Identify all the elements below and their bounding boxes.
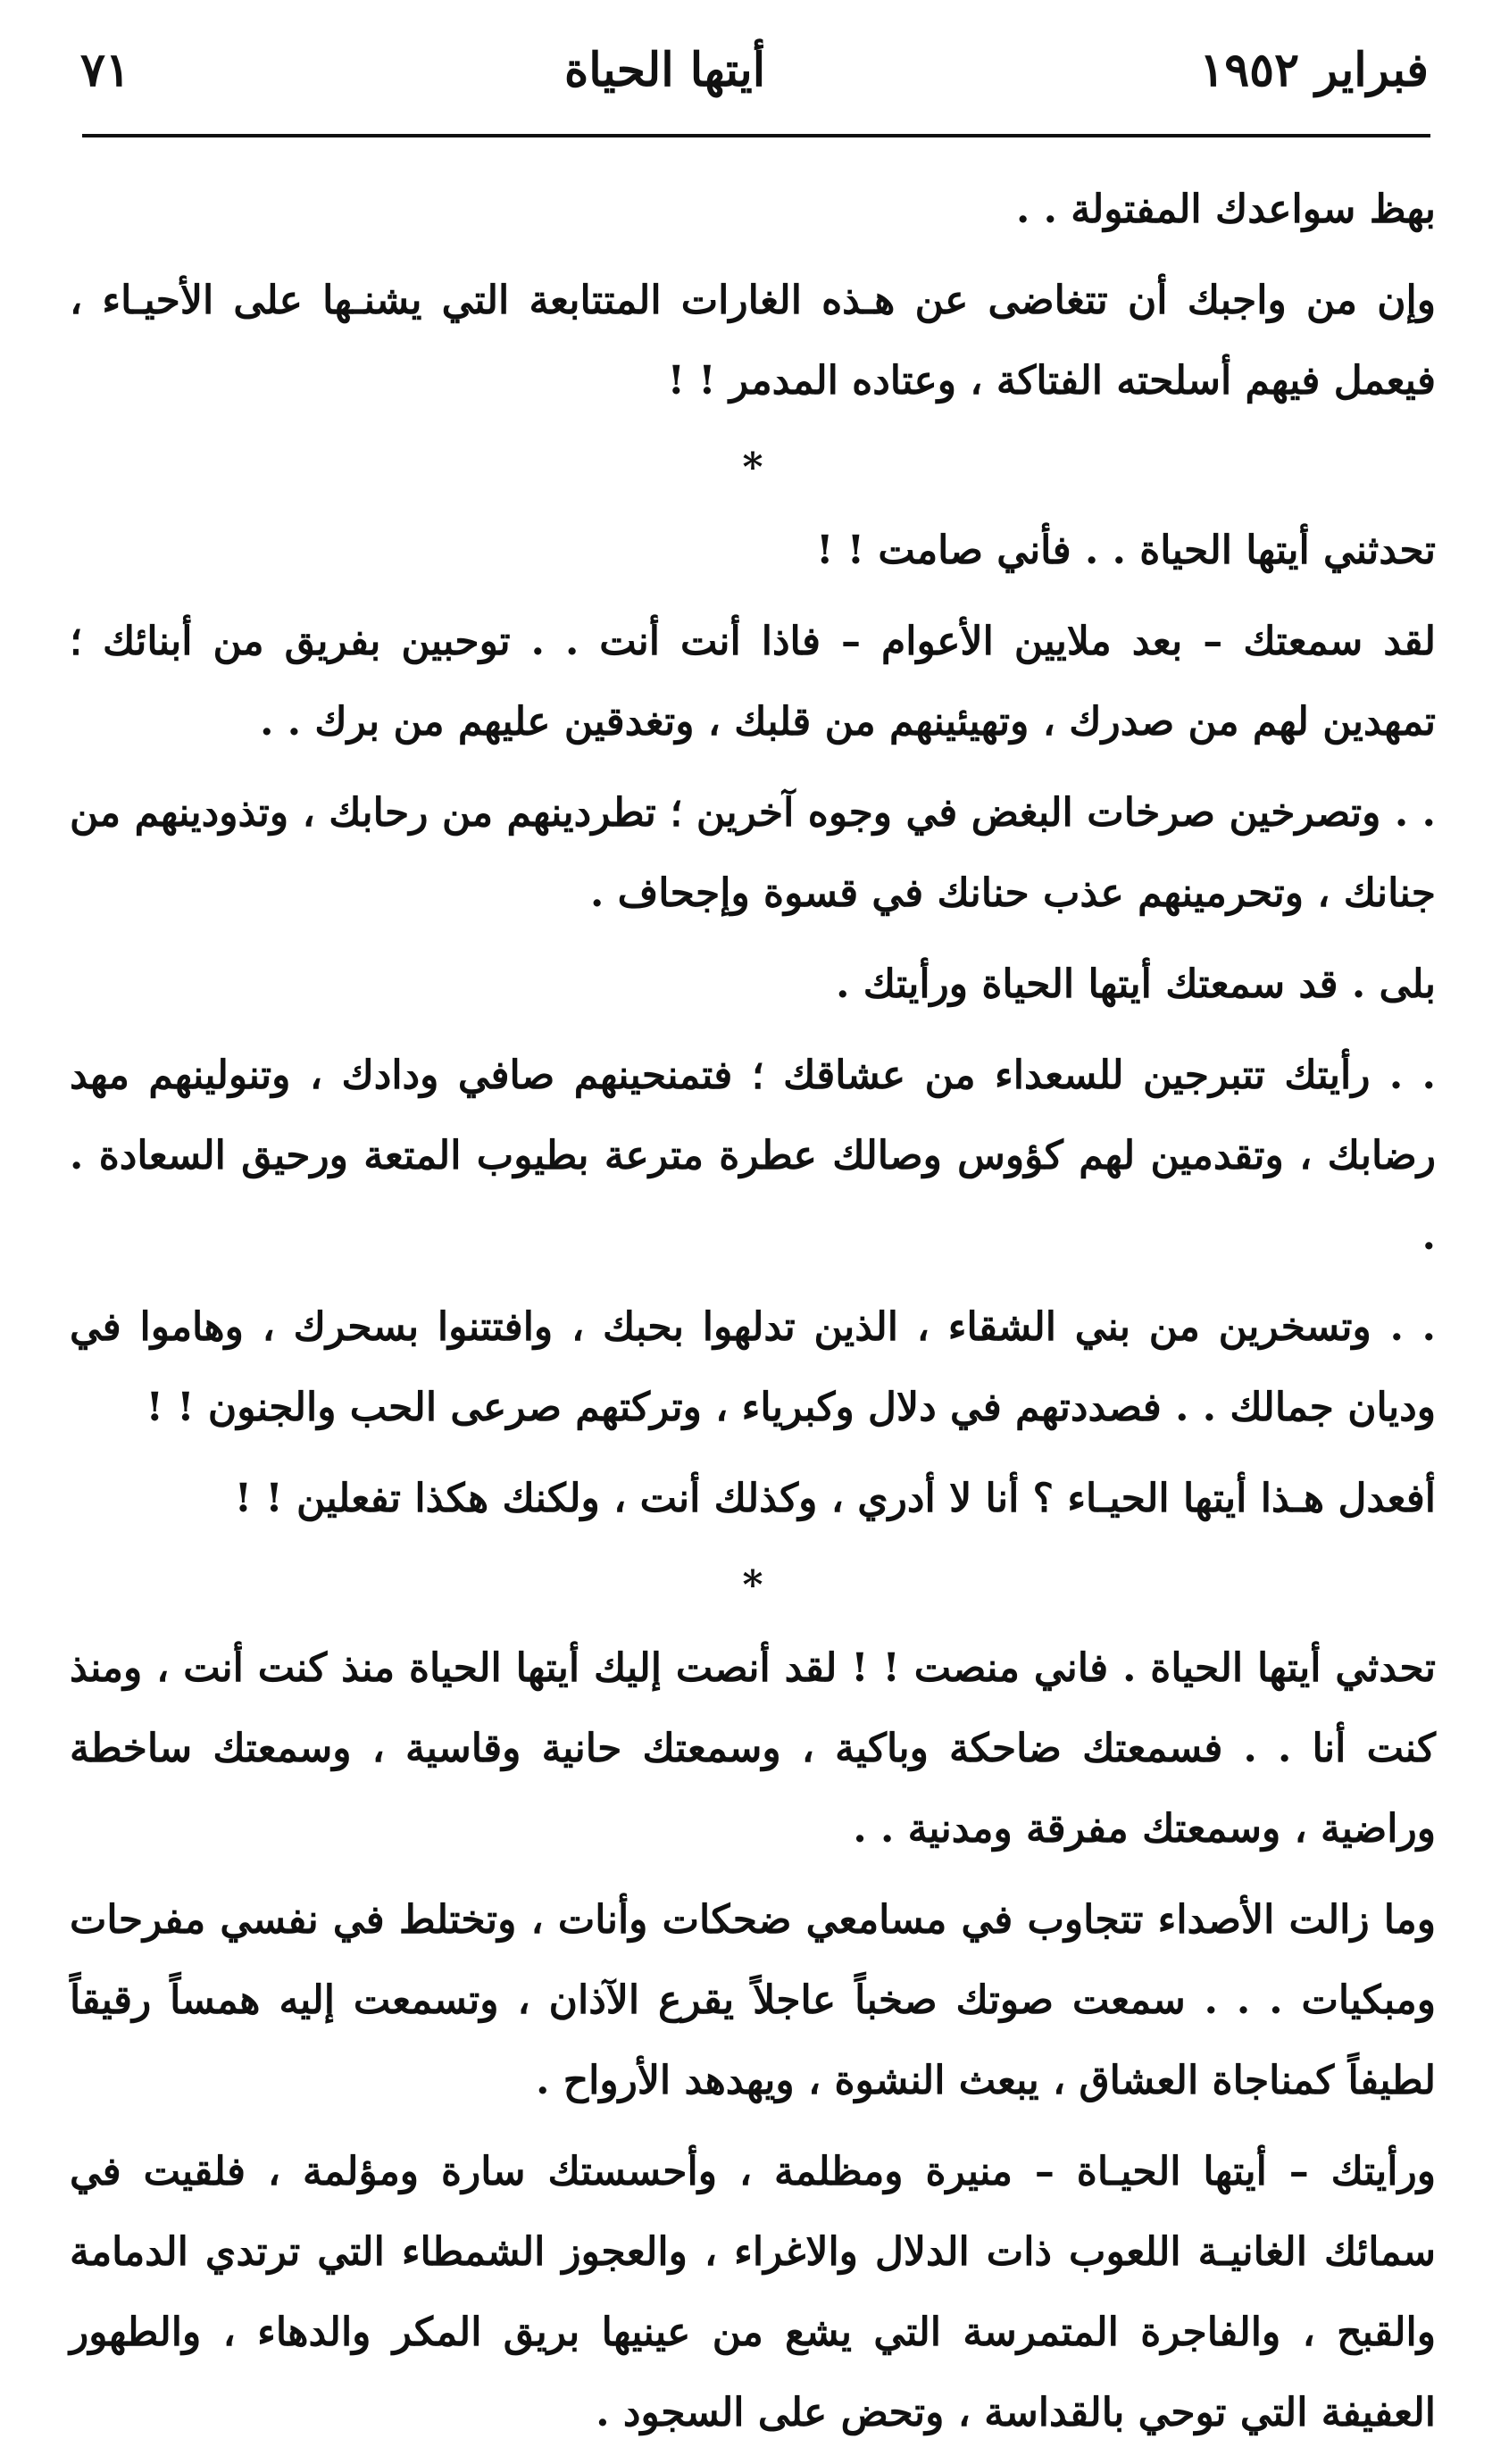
paragraph: . . وتسخرين من بني الشقاء ، الذين تدلهوا بحبك ، وافتتنوا بسحرك ، وهاموا في وديان جمالك . . فصددتهم في دلال وكبرياء ، وتركتهم صرعى الحب والجنون ! ! — [70, 1304, 1436, 1430]
header-title: أيتها الحياة — [564, 42, 766, 97]
paragraph: وإن من واجبك أن تتغاضى عن هـذه الغارات المتتابعة التي يشنـها على الأحيـاء ، فيعمل فيهم أسلحته الفتاكة ، وعتاده المدمر ! ! — [70, 278, 1436, 404]
paragraph: . . وتصرخين صرخات البغض في وجوه آخرين ؛ تطردينهم من رحابك ، وتذودينهم من جنانك ، وتحرمينهم عذب حنانك في قسوة وإجحاف . — [70, 790, 1436, 916]
header-date: فبراير ١٩٥٢ — [1199, 42, 1429, 97]
paragraph: بهظ سواعدك المفتولة . . — [1016, 187, 1436, 232]
header-rule — [82, 134, 1430, 137]
page-header — [80, 34, 1429, 105]
paragraph: تحدثي أيتها الحياة . فاني منصت ! ! لقد أنصت إليك أيتها الحياة منذ كنت أنت ، ومنذ كنت أنا . . فسمعتك ضاحكة وباكية ، وسمعتك حانية وقاسية ، وسمعتك ساخطة وراضية ، وسمعتك مفرقة ومدنية . . — [70, 1645, 1436, 1852]
article-body — [70, 170, 1436, 2464]
paragraph: ورأيتك – أيتها الحيـاة – منيرة ومظلمة ، وأحسستك سارة ومؤلمة ، فلقيت في سمائك الغانيـة اللعوب ذات الدلال والاغراء ، والعجوز الشمطاء التي ترتدي الدمامة والقبح ، والفاجرة المتمرسة التي يشع من عينيها بريق المكر والدهاء ، والطهور العفيفة التي توحي بالقداسة ، وتحض على السجود . — [70, 2149, 1436, 2435]
page-number: ٧١ — [80, 42, 130, 97]
paragraph: تحدثني أيتها الحياة . . فأني صامت ! ! — [816, 528, 1436, 573]
paragraph: لقد سمعتك – بعد ملايين الأعوام – فاذا أنت أنت . . توحبين بفريق من أبنائك ؛ تمهدين لهم من صدرك ، وتهيئينهم من قلبك ، وتغدقين عليهم من برك . . — [70, 619, 1436, 745]
paragraph: . . رأيتك تتبرجين للسعداء من عشاقك ؛ فتمنحينهم صافي ودادك ، وتنولينهم مهد رضابك ، وتقدمين لهم كؤوس وصالك عطرة مترعة بطيوب المتعة ورحيق السعادة . . — [70, 1053, 1436, 1259]
paragraph: وما زالت الأصداء تتجاوب في مسامعي ضحكات وأنات ، وتختلط في نفسي مفرحات ومبكيات . . . سمعت صوتك صخباً عاجلاً يقرع الآذان ، وتسمعت إليه همساً رقيقاً لطيفاً كمناجاة العشاق ، يبعث النشوة ، ويهدهد الأرواح . — [70, 1897, 1436, 2103]
paragraph: أفعدل هـذا أيتها الحيـاء ؟ أنا لا أدري ، وكذلك أنت ، ولكنك هكذا تفعلين ! ! — [234, 1476, 1436, 1521]
paragraph: بلى . قد سمعتك أيتها الحياة ورأيتك . — [836, 961, 1436, 1007]
section-separator: * — [742, 1562, 763, 1608]
section-separator: * — [742, 445, 763, 490]
